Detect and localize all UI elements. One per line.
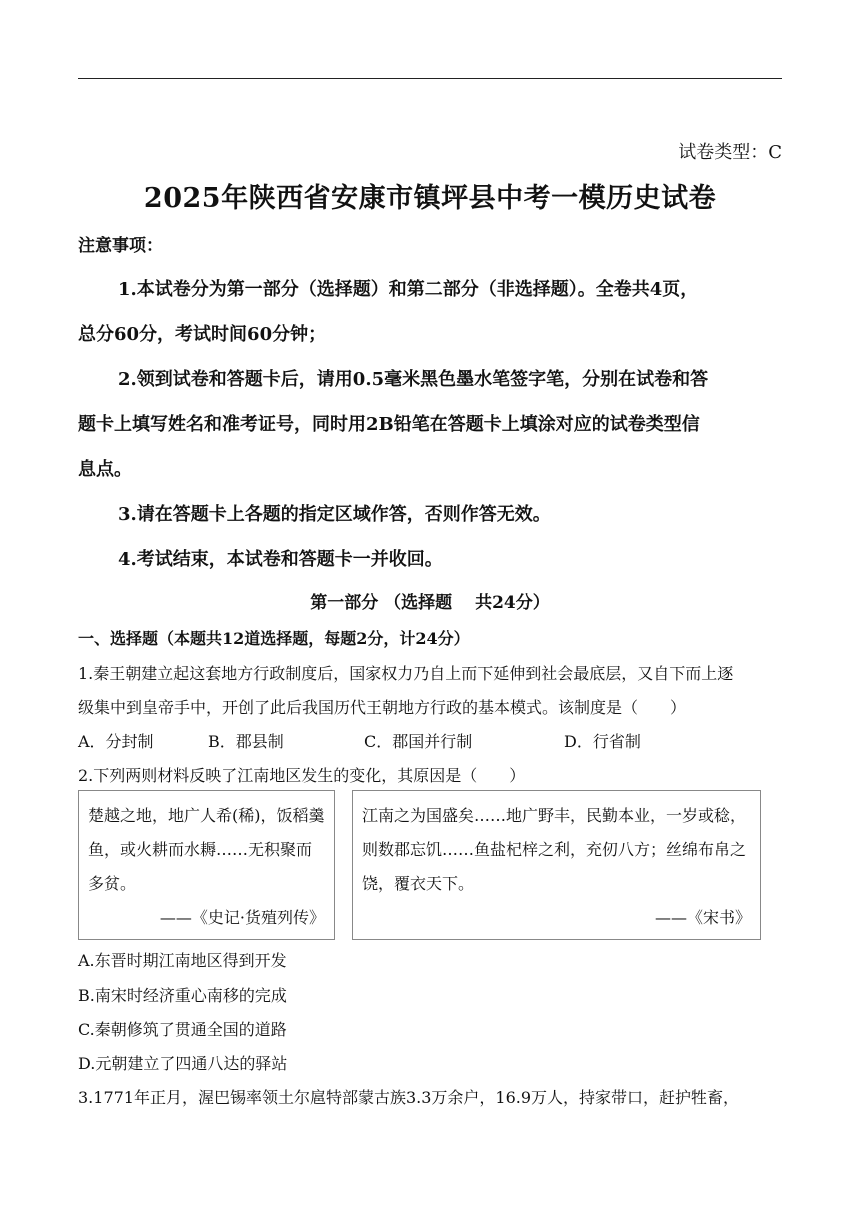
q2-material-left-text: 楚越之地，地广人希(稀)，饭稻羹鱼，或火耕而水耨……无积聚而多贫。 bbox=[88, 806, 325, 893]
q2-option-b: B.南宋时经济重心南移的完成 bbox=[78, 986, 287, 1005]
q2-option-d: D.元朝建立了四通八达的驿站 bbox=[78, 1054, 288, 1073]
q1-stem-line-2: 级集中到皇帝手中，开创了此后我国历代王朝地方行政的基本模式。该制度是（ ） bbox=[78, 698, 687, 717]
q1-option-c: C．郡国并行制 bbox=[364, 732, 473, 751]
exam-title: 2025年陕西省安康市镇坪县中考一模历史试卷 bbox=[143, 183, 717, 214]
q1-option-d: D．行省制 bbox=[564, 732, 641, 751]
q1-option-a: A．分封制 bbox=[78, 732, 154, 751]
part1-title: 第一部分 （选择题 共24分） bbox=[310, 593, 550, 613]
q1-option-b: B．郡县制 bbox=[208, 732, 284, 751]
notice-item-4: 4.考试结束，本试卷和答题卡一并收回。 bbox=[118, 549, 443, 570]
notice-item-2-line-3: 息点。 bbox=[78, 459, 132, 480]
q2-material-left-source: ——《史记·货殖列传》 bbox=[159, 908, 325, 927]
notice-item-2-line-2: 题卡上填写姓名和准考证号，同时用2B铅笔在答题卡上填涂对应的试卷类型信 bbox=[78, 414, 700, 435]
paper-type: 试卷类型：C bbox=[678, 142, 782, 163]
header-rule bbox=[78, 78, 782, 79]
q2-material-right-text: 江南之为国盛矣……地广野丰，民勤本业，一岁或稔，则数郡忘饥……鱼盐杞梓之利，充仞八方；丝绵布帛之饶，覆衣天下。 bbox=[362, 806, 747, 893]
notice-item-1-line-2: 总分60分，考试时间60分钟； bbox=[78, 324, 327, 345]
q2-option-a: A.东晋时期江南地区得到开发 bbox=[78, 951, 287, 970]
q2-material-right-source: ——《宋书》 bbox=[654, 908, 751, 927]
q2-material-right bbox=[352, 790, 761, 940]
q1-stem-line-1: 1.秦王朝建立起这套地方行政制度后，国家权力乃自上而下延伸到社会最底层，又自下而上逐 bbox=[78, 664, 734, 683]
q2-option-c: C.秦朝修筑了贯通全国的道路 bbox=[78, 1020, 287, 1039]
notice-item-3: 3.请在答题卡上各题的指定区域作答，否则作答无效。 bbox=[118, 504, 551, 525]
q2-material-left bbox=[78, 790, 335, 940]
q2-stem: 2.下列两则材料反映了江南地区发生的变化，其原因是（ ） bbox=[78, 766, 526, 785]
notice-item-1-line-1: 1.本试卷分为第一部分（选择题）和第二部分（非选择题）。全卷共4页， bbox=[118, 279, 699, 300]
notice-heading: 注意事项： bbox=[78, 236, 163, 256]
mc-heading: 一、选择题（本题共12道选择题，每题2分，计24分） bbox=[78, 629, 470, 648]
notice-item-2-line-1: 2.领到试卷和答题卡后，请用0.5毫米黑色墨水笔签字笔，分别在试卷和答 bbox=[118, 369, 709, 390]
q3-stem-line-1: 3.1771年正月，渥巴锡率领土尔扈特部蒙古族3.3万余户，16.9万人，持家带口，赶护牲畜， bbox=[78, 1088, 740, 1107]
